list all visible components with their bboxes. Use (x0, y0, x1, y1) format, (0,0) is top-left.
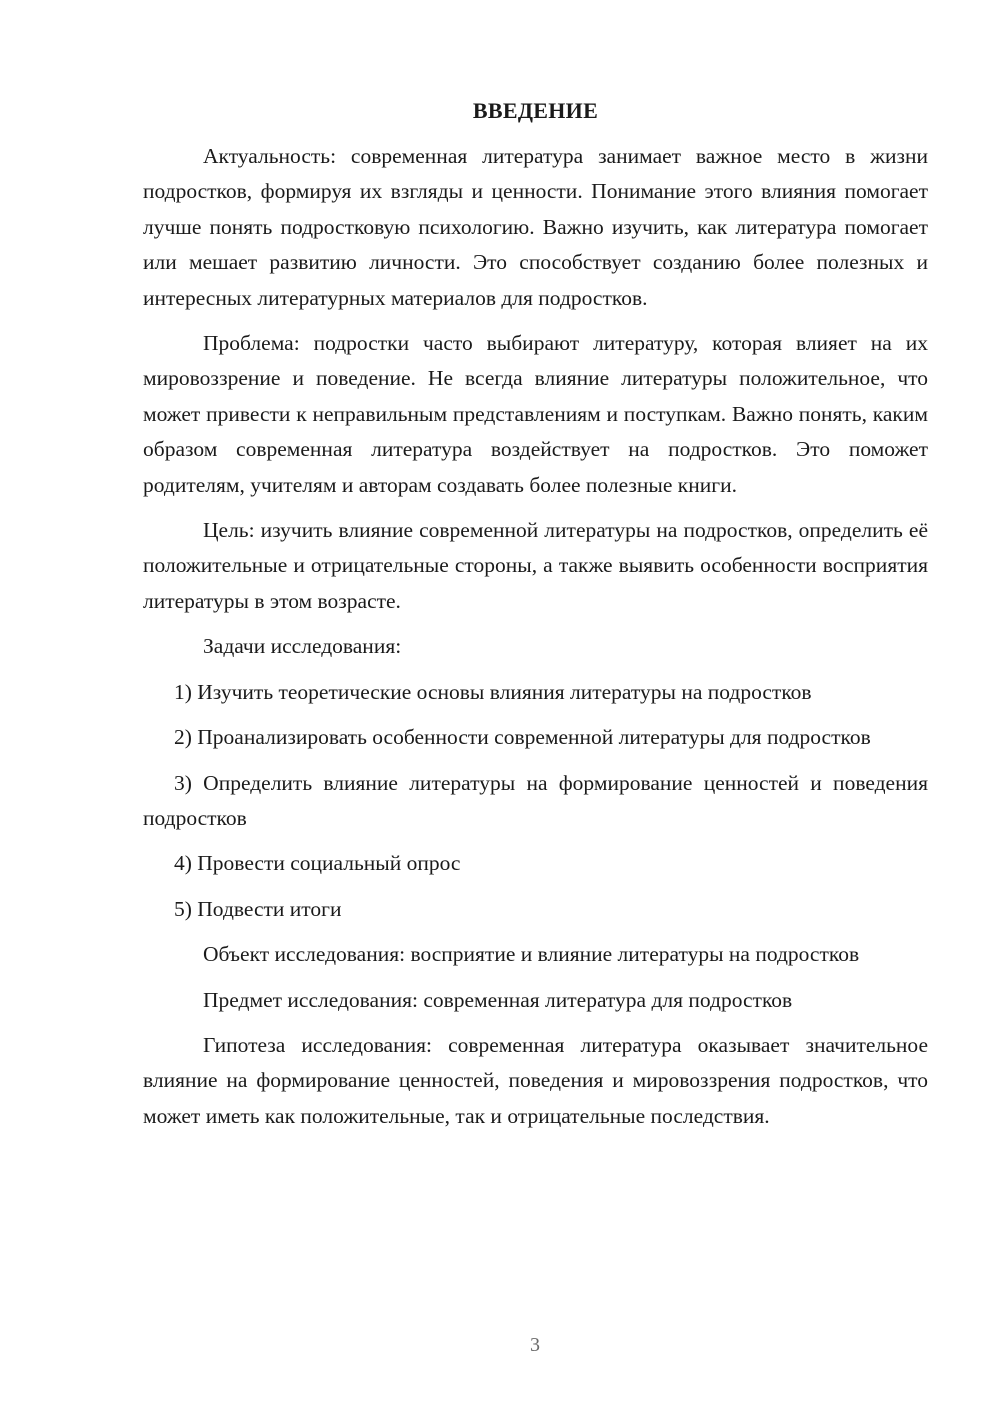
goal-paragraph: Цель: изучить влияние современной литературы на подростков, определить её положительные и отрицательные стороны, а также выявить особенности восприятия литературы в этом возрасте. (143, 518, 928, 613)
page-number: 3 (530, 1334, 540, 1356)
task-item: 2) Проанализировать особенности современной литературы для подростков (174, 725, 871, 750)
document-page (143, 96, 928, 1144)
object-paragraph: Объект исследования: восприятие и влияние литературы на подростков (203, 942, 860, 967)
relevance-paragraph: Актуальность: современная литература занимает важное место в жизни подростков, формируя их взгляды и ценности. Понимание этого влияния помогает лучше понять подростковую психологию. Важно изучить, как литература помогает или мешает развитию личности. Это способствует созданию более полезных и интересных литературных материалов для подростков. (143, 144, 928, 310)
task-item: 5) Подвести итоги (174, 896, 342, 921)
subject-paragraph: Предмет исследования: современная литература для подростков (203, 987, 793, 1012)
task-item: 4) Провести социальный опрос (174, 851, 461, 876)
section-title: ВВЕДЕНИЕ (472, 98, 599, 123)
problem-paragraph: Проблема: подростки часто выбирают литературу, которая влияет на их мировоззрение и поведение. Не всегда влияние литературы положительное, что может привести к неправильным представлениям и поступкам. Важно понять, каким образом современная литература воздействует на подростков. Это поможет родителям, учителям и авторам создавать более полезные книги. (143, 331, 928, 497)
tasks-heading: Задачи исследования: (203, 634, 402, 659)
task-item: 1) Изучить теоретические основы влияния литературы на подростков (174, 679, 812, 704)
task-item: 3) Определить влияние литературы на формирование ценностей и поведения подростков (143, 770, 928, 830)
hypothesis-paragraph: Гипотеза исследования: современная литература оказывает значительное влияние на формирование ценностей, поведения и мировоззрения подростков, что может иметь как положительные, так и отрицательные последствия. (143, 1032, 928, 1128)
